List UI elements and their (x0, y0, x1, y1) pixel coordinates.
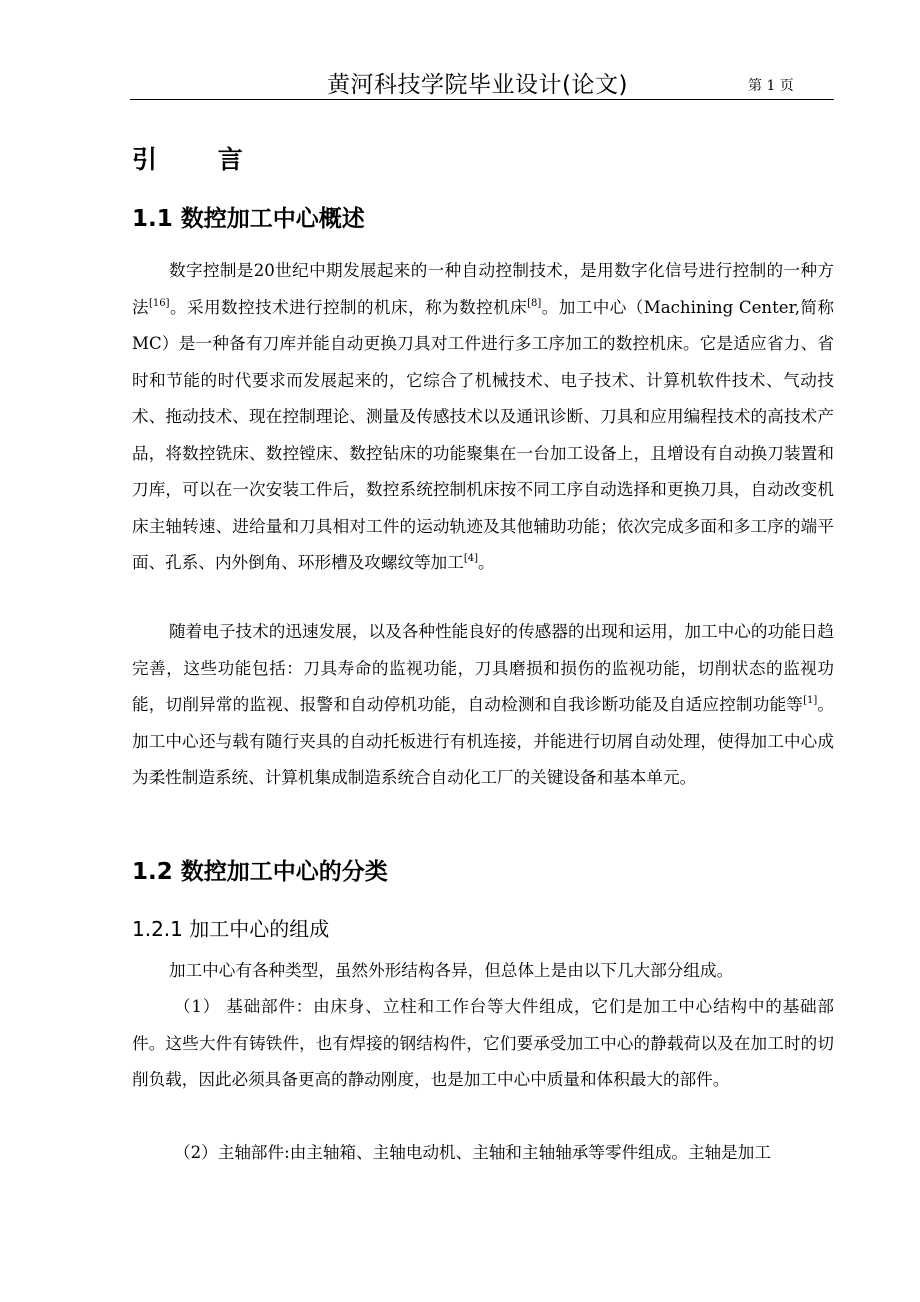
header-divider (130, 99, 834, 100)
paragraph-text: 随着电子技术的迅速发展，以及各种性能良好的传感器的出现和运用，加工中心的功能日趋完善，这些功能包括：刀具寿命的监视功能，刀具磨损和损伤的监视功能，切削状态的监视功能，切削异常的监视、报警和自动停机功能，自动检测和自我诊断功能及自适应控制功能等 (132, 622, 834, 714)
citation: [8] (527, 297, 542, 309)
citation: [1] (803, 695, 818, 706)
intro-heading: 引 言 (132, 145, 269, 174)
document-header-title: 黄河科技学院毕业设计(论文) (327, 72, 628, 98)
citation: [16] (149, 297, 170, 309)
paragraph-text: 。 (478, 553, 495, 572)
subsection-1-2-1-heading: 1.2.1 加工中心的组成 (132, 917, 330, 941)
paragraph-text: 。采用数控技术进行控制的机床，称为数控机床 (169, 297, 528, 317)
paragraph-functions (132, 614, 834, 797)
paragraph-text: 。加工中心（Machining Center,简称MC）是一种备有刀库并能自动更换刀具对工件进行多工序加工的数控机床。它是适应省力、省时和节能的时代要求而发展起来的，它综合了机械技术、电子技术、计算机软件技术、气动技术、拖动技术、现在控制理论、测量及传感技术以及通讯诊断、刀具和应用编程技术的高技术产品，将数控铣床、数控镗床、数控钻床的功能聚集在一台加工设备上，且增设有自动换刀装置和刀库，可以在一次安装工件后，数控系统控制机床按不同工序自动选择和更换刀具，自动改变机床主轴转速、进给量和刀具相对工件的运动轨迹及其他辅助功能；依次完成多面和多工序的端平面、孔系、内外倒角、环形槽及攻螺纹等加工 (132, 297, 835, 572)
paragraph-text: 数字控制是20世纪中期发展起来的一种自动控制技术，是用数字化信号进行控制的一种方法 (132, 261, 834, 317)
paragraph-overview (132, 253, 834, 582)
paragraph-composition-intro: 加工中心有各种类型，虽然外形结构各异，但总体上是由以下几大部分组成。 (169, 961, 734, 980)
section-1-2-heading: 1.2 数控加工中心的分类 (132, 859, 388, 885)
section-1-1-heading: 1.1 数控加工中心概述 (132, 206, 365, 232)
list-item-spindle-parts: （2）主轴部件:由主轴箱、主轴电动机、主轴和主轴轴承等零件组成。主轴是加工 (174, 1143, 771, 1162)
paragraph-text: 。加工中心还与载有随行夹具的自动托板进行有机连接，并能进行切屑自动处理，使得加工中心成为柔性制造系统、计算机集成制造系统合自动化工厂的关键设备和基本单元。 (132, 695, 835, 787)
page-number: 第 1 页 (748, 78, 794, 94)
citation: [4] (463, 553, 479, 564)
list-item-base-parts: （1） 基础部件：由床身、立柱和工作台等大件组成，它们是加工中心结构中的基础部件。这些大件有铸铁件，也有焊接的钢结构件，它们要承受加工中心的静载荷以及在加工时的切削负载，因此必须具备更高的静动刚度，也是加工中心中质量和体积最大的部件。 (132, 997, 834, 1089)
